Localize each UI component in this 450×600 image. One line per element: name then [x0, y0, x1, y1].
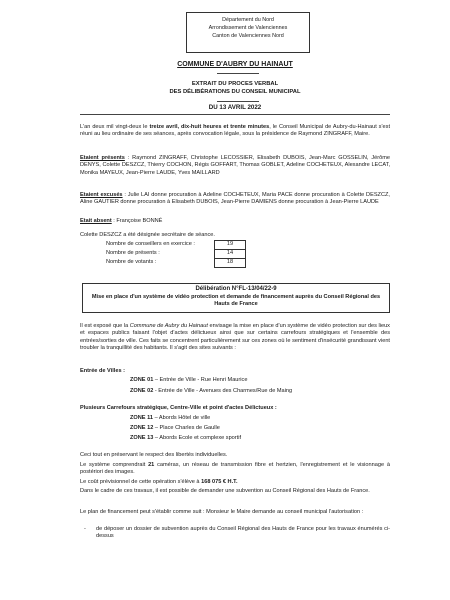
zone-item: [130, 415, 390, 422]
deliberation-box: [82, 283, 390, 313]
zone-text: – Place Charles de Gaulle: [153, 425, 220, 431]
zone-label: ZONE 11: [130, 415, 154, 421]
zone-item: [130, 435, 390, 442]
zone-item: [130, 388, 390, 395]
extrait-line-2: DES DÉLIBÉRATIONS DU CONSEIL MUNICIPAL: [169, 89, 301, 95]
extrait-separator: [217, 101, 259, 102]
zone-text: – Abords Ecole et complexe sportif: [153, 435, 242, 441]
intro-text-start: L'an deux mil vingt-deux le: [80, 124, 150, 130]
secretary-line: Colette DESZCZ a été désignée secrétaire de séance.: [80, 232, 215, 238]
system-paragraph: [80, 462, 390, 477]
excuses-paragraph: [80, 192, 390, 207]
system-text-end: caméras, un réseau de transmission fibre et hertzien, l'enregistrement et le visionnage à postériori des images.: [80, 462, 390, 476]
extrait-heading: [80, 80, 390, 96]
exposition-start: Il est exposé que la: [80, 323, 130, 329]
department-line: Département du Nord: [222, 17, 274, 23]
zone-text: – Entrée de Ville - Rue Henri Maurice: [153, 377, 248, 383]
commune-title: COMMUNE D'AUBRY DU HAINAUT: [177, 61, 293, 68]
excuses-label: Etaient excusés: [80, 192, 123, 198]
table-row: [106, 259, 246, 268]
zone-text: – Abords Hôtel de ville: [153, 415, 211, 421]
table-row: [106, 250, 246, 259]
absent-name: : Françoise BONNÉ: [111, 218, 163, 224]
vote-label: Nombre de votants :: [106, 259, 157, 266]
vote-value: 19: [215, 241, 246, 250]
zone-label: ZONE 01: [130, 377, 154, 383]
zone-item: [130, 425, 390, 432]
cost-line: [80, 479, 390, 486]
vote-value: 14: [215, 250, 246, 259]
session-date: DU 13 AVRIL 2022: [208, 104, 262, 111]
entrees-heading: Entrée de Villes :: [80, 368, 125, 374]
deliberation-number: Délibération N°FL-13/04/22-9: [195, 286, 277, 292]
system-text-start: Le système comprendrait: [80, 462, 149, 468]
exposition-paragraph: [80, 323, 390, 352]
intro-text-end: , le Conseil Municipal de Aubry-du-Hainaut s'est réuni au lieu ordinaire de ses séances, après convocation légale, sous la présidence de Raymond ZINGRAFF, Maire.: [80, 124, 391, 138]
deliberation-subject: Mise en place d'un système de vidéo protection et demande de financement auprès du Conseil Régional des Hauts de France: [91, 293, 381, 307]
intro-date-words: treize avril, dix-huit heures et trente minutes: [149, 124, 270, 130]
vote-count-table: [106, 240, 246, 268]
zone-label: ZONE 02: [130, 388, 154, 394]
cost-amount: 168 075 € H.T.: [201, 479, 238, 485]
bullet-mark: -: [84, 526, 86, 532]
liberties-line: Ceci tout en préservant le respect des libertés individuelles.: [80, 452, 228, 458]
canton-line: Canton de Valenciennes Nord: [212, 33, 284, 39]
zone-label: ZONE 12: [130, 425, 154, 431]
arrondissement-line: Arrondissement de Valenciennes: [208, 25, 288, 31]
commune-name-italic: Commune de Aubry du Hainaut: [129, 323, 208, 329]
absent-label: Etait absent: [80, 218, 112, 224]
intro-paragraph: [80, 124, 390, 139]
vote-label: Nombre de conseillers en exercice :: [106, 241, 195, 248]
cost-text: Le coût prévisionnel de cette opération s'élève à: [80, 479, 202, 485]
vote-label: Nombre de présents :: [106, 250, 160, 257]
carrefours-heading: Plusieurs Carrefours stratégique, Centre-Ville et point d'actes Délictueux :: [80, 405, 277, 411]
zone-label: ZONE 13: [130, 435, 154, 441]
zone-text: - Entrée de Ville - Avenues des Charmes/Rue de Maing: [153, 388, 293, 394]
absent-paragraph: [80, 218, 390, 225]
administrative-header: [186, 12, 310, 53]
camera-count: 21: [148, 462, 155, 468]
presents-list: : Raymond ZINGRAFF, Christophe LECOSSIER, Elisabeth DUBOIS, Jean-Marc GOSSELIN, Jérôme DENYS, Colette DESZCZ, Thierry COCHON, Régis GOFFART, Thomas GOBLET, Adeline COCHETEUX, Alexandre LECAT, Monika MAYEUX, Jean-Pierre LAUDE, Yves MAILLARD: [80, 155, 390, 176]
presents-label: Etaient présents: [80, 155, 125, 161]
excuses-list: : Julie LAI donne procuration à Adeline COCHETEUX, Maria PACE donne procuration à Colette DESZCZ, Aline GAUTIER donne procuration à Elisabeth DUBOIS, Jean-Pierre DAMIENS donne procuration à Jean-Pierre LAUDE: [80, 192, 390, 206]
financing-paragraph: Le plan de financement peut s'établir comme suit : Monsieur le Maire demande au conseil municipal l'autorisation :: [80, 509, 364, 515]
exposition-end: envisage la mise en place d'un système de vidéo protection sur des lieux et espaces publics faisant l'objet d'actes délictueux ainsi que sur certains carrefours stratégiques et l'ensemble des entrées/sorties de ville. Ces faits se concentrent particulièrement sur ces zones où le sentiment d'insécurité grandissant vient troubler la tranquillité des habitants. Il s'agit des sites suivants :: [80, 323, 390, 351]
presents-paragraph: [80, 155, 390, 177]
bullet-item: de déposer un dossier de subvention auprès du Conseil Régional des Hauts de France pour les travaux énumérés ci-dessus: [96, 526, 390, 540]
table-row: [106, 241, 246, 250]
title-separator: [217, 73, 259, 74]
subsidy-paragraph: Dans le cadre de ces travaux, il est possible de demander une subvention au Conseil Régional des Hauts de France.: [80, 488, 370, 494]
extrait-line-1: EXTRAIT DU PROCES VERBAL: [191, 81, 279, 87]
date-rule: [80, 114, 390, 115]
zone-item: [130, 377, 390, 384]
vote-value: 18: [215, 259, 246, 268]
